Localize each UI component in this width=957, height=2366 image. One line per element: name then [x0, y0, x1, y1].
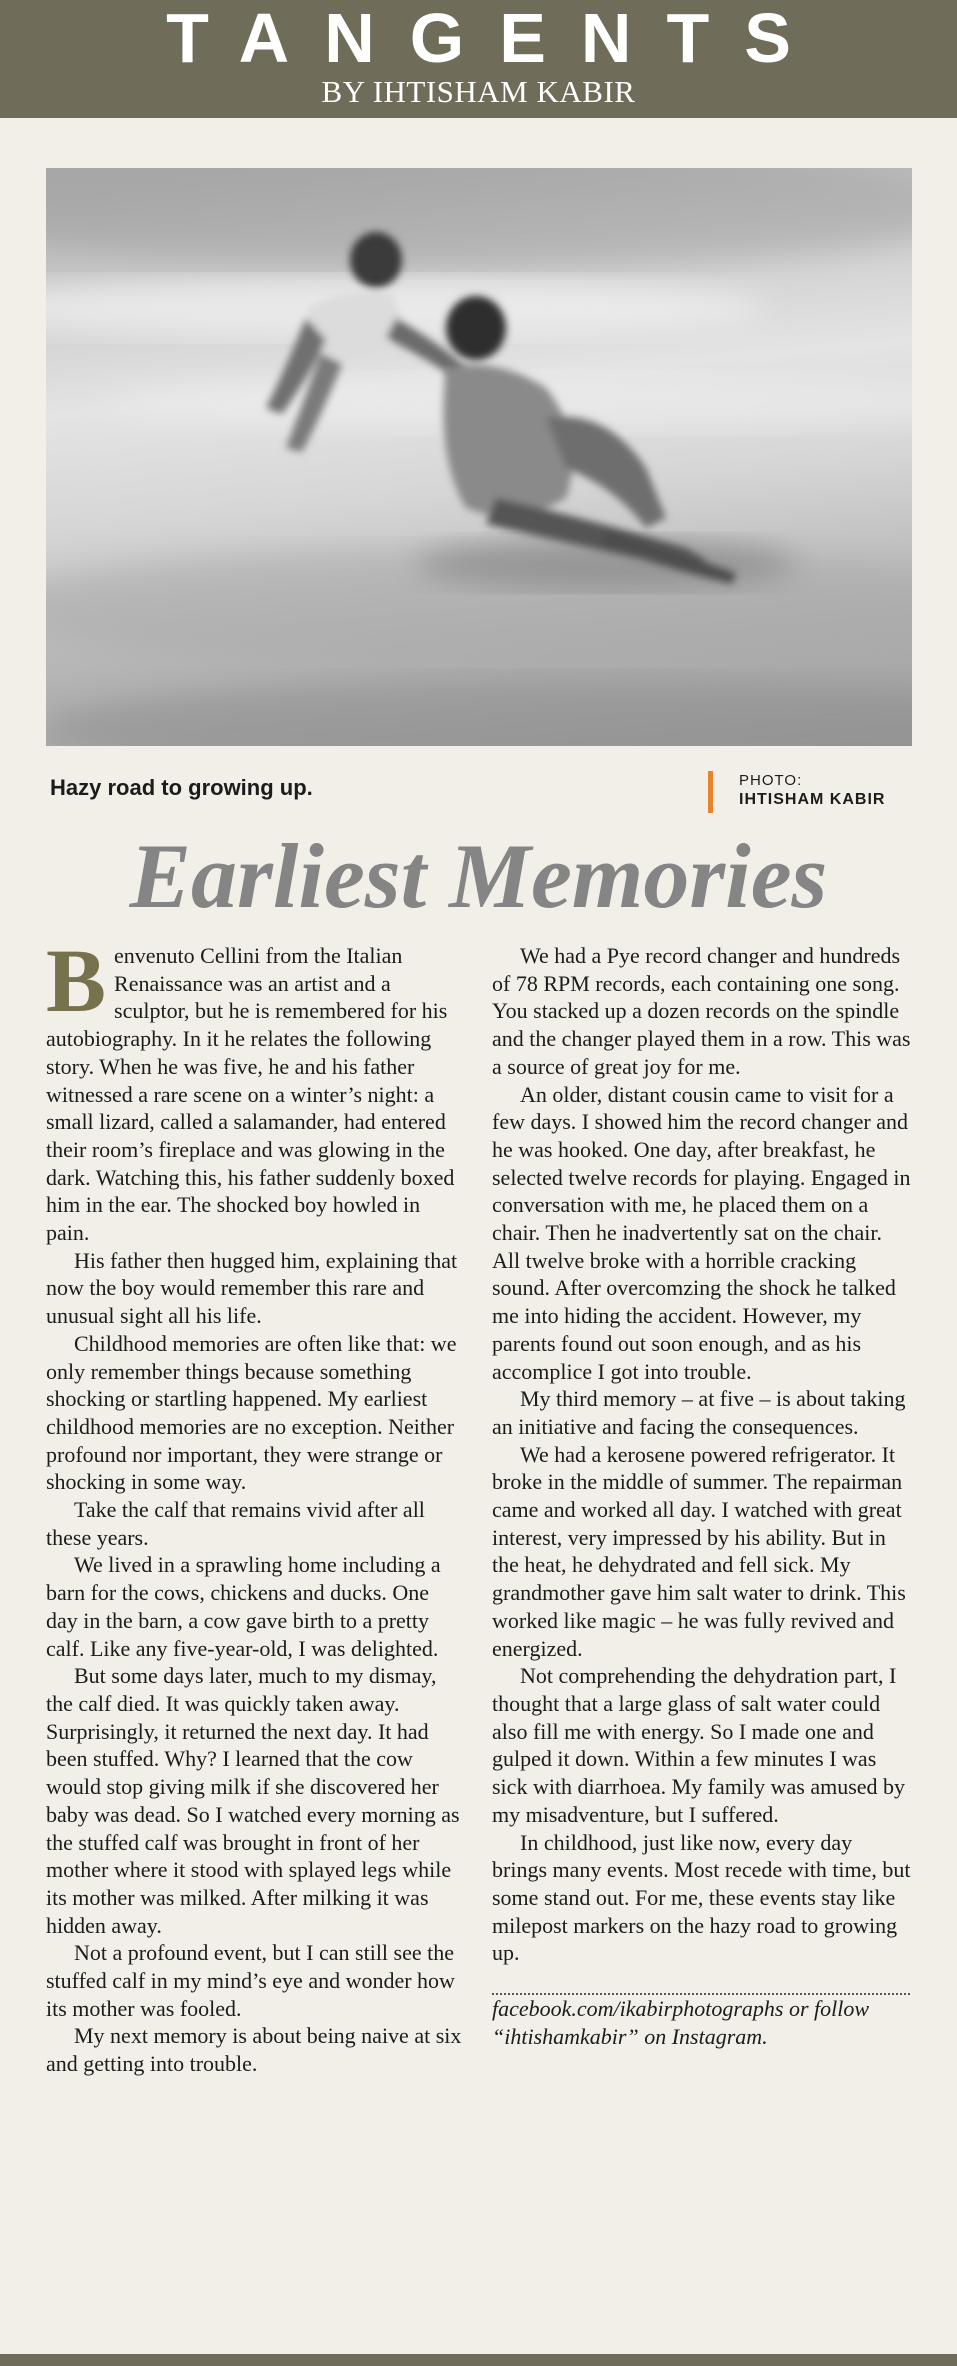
paragraph: But some days later, much to my dismay, the calf died. It was quickly taken away. Surprisingly, it returned the next day. It had been stuffed. Why? I learned that the cow would stop giving milk if she discovered her baby was dead. So I watched every morning as the stuffed calf was brought in front of her mother where it stood with splayed legs while its mother was milked. After milking it was hidden away.: [46, 1663, 460, 1938]
paragraph: We had a kerosene powered refrigerator. It broke in the middle of summer. The repairman came and worked all day. I watched with great interest, very impressed by his ability. But in the heat, he dehydrated and fell sick. My grandmother gave him salt water to drink. This worked like magic – he was fully revived and energized.: [492, 1441, 906, 1661]
photo-credit-name: IHTISHAM KABIR: [739, 791, 886, 808]
article-column-left: [46, 932, 466, 2078]
photo-credit-label: PHOTO:: [739, 772, 803, 789]
paragraph: Not a profound event, but I can still see the stuffed calf in my mind’s eye and wonder how its mother was fooled.: [46, 1940, 455, 2021]
paragraph: My next memory is about being naive at six and getting into trouble.: [46, 2023, 462, 2077]
paragraph: We lived in a sprawling home including a barn for the cows, chickens and ducks. One day in the barn, a cow gave birth to a pretty calf. Like any five-year-old, I was delighted.: [46, 1552, 441, 1661]
paragraph: His father then hugged him, explaining that now the boy would remember this rare and unusual sight all his life.: [46, 1247, 458, 1329]
paragraph: We had a Pye record changer and hundreds of 78 RPM records, each containing one song. You stacked up a dozen records on the spindle and the changer played them in a row. This was a source of great joy for me.: [492, 943, 911, 1079]
article-column-right: [492, 942, 912, 2050]
paragraph: My third memory – at five – is about taking an initiative and facing the consequences.: [492, 1386, 906, 1439]
bottom-bar: [0, 2354, 957, 2366]
credit-accent-bar: [708, 771, 713, 813]
paragraph: An older, distant cousin came to visit for a few days. I showed him the record changer and he was hooked. One day, after breakfast, he selected twelve records for playing. Engaged in conversation with me, he placed them on a chair. Then he inadvertently sat on the chair. All twelve broke with a horrible cracking sound. After overcomzing the shock he talked me into hiding the accident. However, my parents found out soon enough, and as his accomplice I got into trouble.: [492, 1081, 911, 1384]
paragraph: Childhood memories are often like that: we only remember things because something shocking or startling happened. My earliest childhood memories are no exception. Neither profound nor important, they were strange or shocking in some way.: [46, 1330, 457, 1495]
paragraph-text: envenuto Cellini from the Italian Renaissance was an artist and a sculptor, but he is remembered for his autobiography. In it he relates the following story. When he was five, he and his father witnessed a rare scene on a winter’s night: a small lizard, called a salamander, had entered their room’s fireplace and was glowing in the dark. Watching this, his father suddenly boxed him in the ear. The shocked boy howled in pain.: [46, 943, 455, 1246]
paragraph: Take the calf that remains vivid after all these years.: [46, 1497, 425, 1550]
paragraph: In childhood, just like now, every day brings many events. Most recede with time, but some stand out. For me, these events stay like milepost markers on the hazy road to growing up.: [492, 1829, 911, 1966]
masthead: [0, 0, 957, 118]
article-headline: Earliest Memories: [129, 825, 828, 927]
drop-cap: B: [46, 932, 107, 1031]
byline: BY IHTISHAM KABIR: [321, 74, 636, 109]
article-photo: [46, 168, 912, 746]
paragraph: [46, 932, 466, 1247]
photo-illustration: [46, 168, 912, 746]
paragraph: Not comprehending the dehydration part, I thought that a large glass of salt water could also fill me with energy. So I made one and gulped it down. Within a few minutes I was sick with diarrhoea. My family was amused by my misadventure, but I suffered.: [492, 1663, 906, 1827]
social-footer: facebook.com/ikabirphotographs or follow “ihtishamkabir” on Instagram.: [492, 1996, 870, 2049]
photo-caption: Hazy road to growing up.: [50, 775, 313, 800]
column-title: TANGENTS: [166, 0, 826, 77]
